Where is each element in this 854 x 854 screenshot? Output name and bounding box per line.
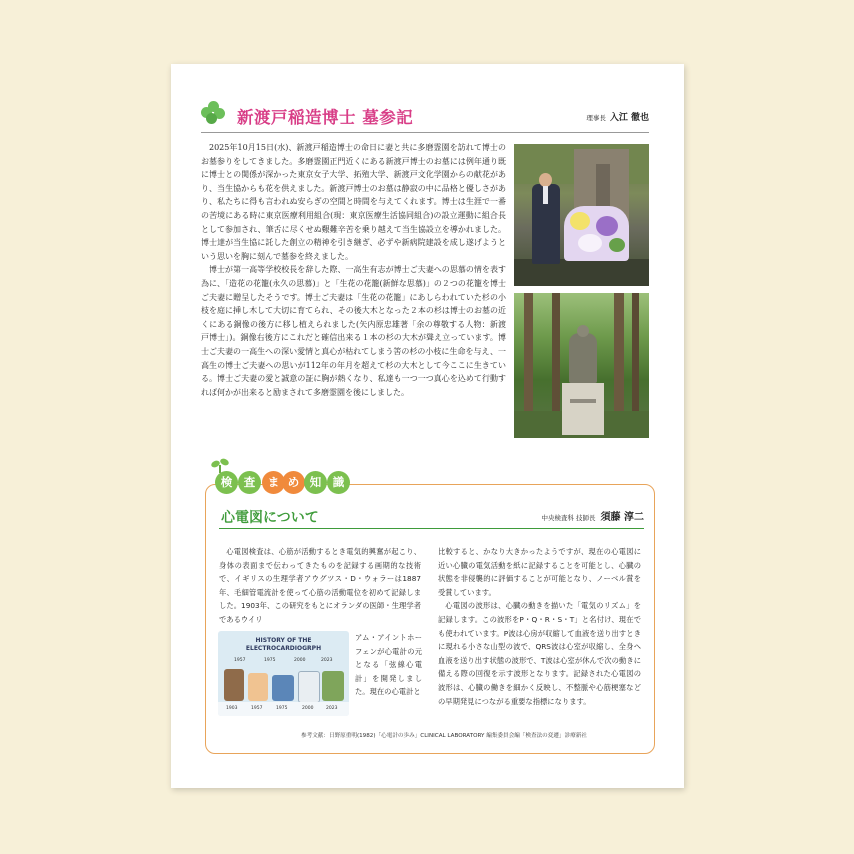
figure-year: 1903 [226,706,238,711]
clover-leaf-icon [201,101,225,125]
figure-year: 2000 [294,658,306,663]
author-role: 理事長 [586,114,606,122]
figure-year: 1975 [264,658,276,663]
badge-char: 検 [215,471,238,494]
badge-char: 知 [304,471,327,494]
column-paragraph: 心電図検査は、心筋が活動するとき電気的興奮が起こり、身体の表面まで伝わってきたものを記録する画期的な技術で、イギリスの生理学者アウグツス・D・ウォラーは1887年、毛細管電流計を使って心筋の活動電位を初めて記録しました。1903年、この研究をもとにオランダの医師・生理学者であるウイリ [219,547,421,624]
author-name: 入江 徹也 [609,113,649,123]
column-left-text [219,545,421,627]
figure-title-line2: ELECTROCARDIOGRPH [245,645,322,652]
column-left-wrap-text [355,631,422,699]
author-role: 中央検査科 技師長 [541,514,596,522]
figure-illustration [248,673,268,701]
article-title: 新渡戸稲造博士 墓参記 [237,108,414,127]
title-divider [201,132,649,133]
figure-title-line1: HISTORY OF THE [255,637,312,644]
column-divider [219,528,644,529]
figure-year: 2000 [302,706,314,711]
article-body [201,141,506,399]
ecg-history-figure [218,631,349,716]
figure-year: 1975 [276,706,288,711]
figure-illustration [298,671,320,703]
column-title: 心電図について [221,510,319,526]
figure-illustration [272,675,294,701]
badge-char: ま [262,471,285,494]
statue-cedar-photo [514,293,649,438]
figure-year: 2023 [326,706,338,711]
column-author [541,508,644,523]
figure-year: 1957 [234,658,246,663]
column-right-text [438,545,641,708]
magazine-page [171,64,684,788]
column-paragraph: アム・アイントホーフェンが心電計の元となる「弦線心電計」を開発しました。現在の心電計と [355,633,422,697]
column-paragraph: 心電図の波形は、心臓の動きを描いた「電気のリズム」を記録します。この波形をP・Q・R・S・T」と名付け、現在でも使われています。P波は心房が収縮して血液を送り出すときに現れる小さな山型の波で、QRS波は心室が収縮し、全身へ血液を送り出す状態の波形で、T波は心室が休んで次の動きに備える際の回復を示す波形となります。記録された心電図の波形は、心臓の働きを細かく反映し、不整脈や心筋梗塞などの早期発見につながる重要な指標になります。 [438,601,641,706]
column-paragraph: 比較すると、かなり大きかったようですが、現在の心電図に近い心臓の電気活動を紙に記録することを可能とし、心臓の状態を非侵襲的に評価することが可能となり、ノーベル賞を受賞しています。 [438,547,641,597]
figure-year: 1957 [251,706,263,711]
article-paragraph: 2025年10月15日(水)、新渡戸稲造博士の命日に妻と共に多磨霊園を訪れて博士のお墓参りをしてきました。多磨霊園正門近くにある新渡戸博士のお墓には例年通り既に博士との関係が深かった東京女子大学、拓殖大学、新渡戸文化学園からの献花があり、当生協からも花を供えました。新渡戸博士のお墓は静寂の中に品格と優しさがあり、私たちに得も言われぬ安らぎの空間と時間を与えてくれます。博士は生涯で一番の苦境にある時に東京医療利用組合(現：東京医療生活協同組合)の設立運動に組合長として参加され、筆舌に尽くせぬ艱難辛苦を乗り越えて当生協設立を導かれました。博士達が当生協に託した創立の精神を引き継ぎ、必ずや新病院建設を成し遂げようという思いを胸に刻んで墓参を終えました。 [201,143,506,261]
figure-illustration [322,671,344,701]
figure-year: 2023 [321,658,333,663]
grave-visit-photo [514,144,649,286]
figure-illustration [224,669,244,701]
reference-note: 参考文献：日野原重明(1982)「心電計の歩み」CLINICAL LABORATORY 編集委員会編「検査法の変遷」診療新社 [301,733,587,739]
badge-char: め [282,471,305,494]
article-paragraph: 博士が第一高等学校校長を辞した際、一高生有志が博士ご夫妻への思慕の情を表す為に、「造花の花籠(永久の思慕)」と「生花の花籠(新鮮な思慕)」の２つの花籠を博士ご夫妻に贈呈したそうです。博士ご夫妻は「生花の花籠」にあしらわれていた杉の小枝を庭に挿し木して大切に育てられ、その後大木となった２本の杉は博士のお墓の近くにある銅像の後方に移し植えられました(矢内原忠雄著「余の尊敬する人物：新渡戸博士」)。銅像右後方にこれだと確信出来る１本の杉の大木が聳え立っています。博士ご夫妻の一高生への深い愛情と真心が枯れてしまう筈の杉の小枝に生命を与え、一高生の博士ご夫妻への思いが112年の年月を超えて杉の大木として今ここに生きている。博士ご夫妻の愛と誠意の証に胸が熱くなり、私達も一つ一つ真心を込めて行動すれば何かが出来ると励まされて多磨霊園を後にしました。 [201,265,506,397]
article-author [586,110,649,123]
badge-char: 識 [327,471,350,494]
author-name: 須藤 淳二 [600,512,644,523]
badge-char: 査 [238,471,261,494]
